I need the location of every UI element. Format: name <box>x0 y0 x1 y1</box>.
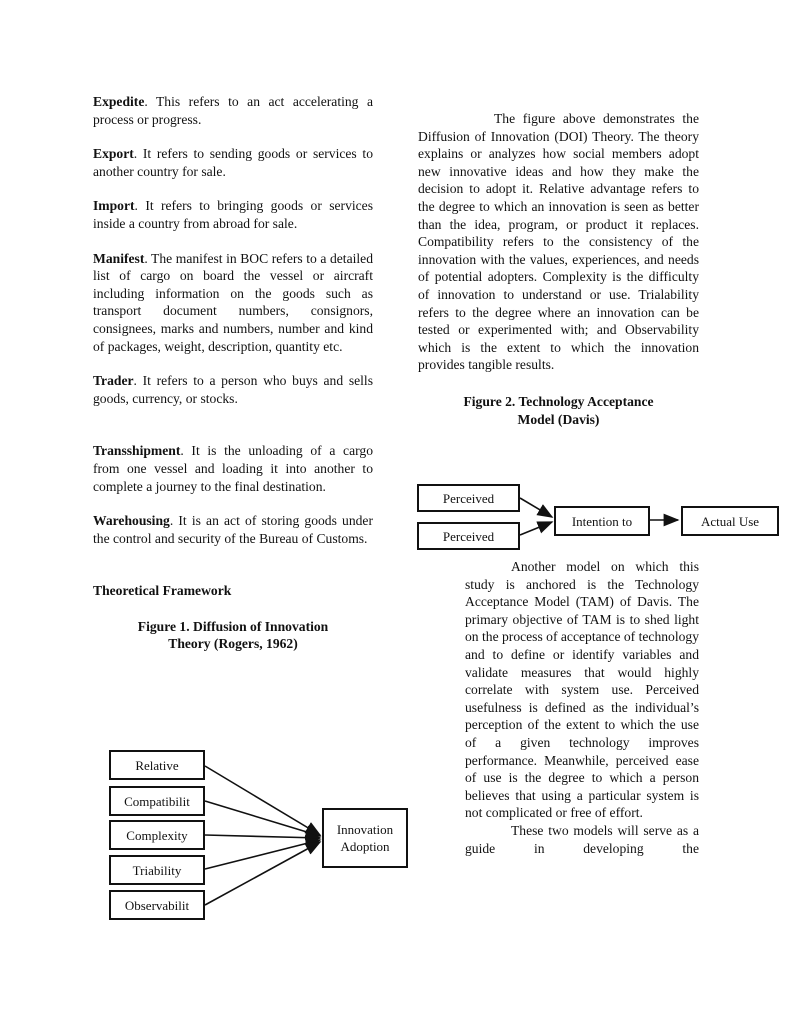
box-label: Observabilit <box>124 897 190 913</box>
box-label: Innovation Adoption <box>336 822 394 854</box>
term-definition: . It is the unloading of a cargo from one vessel and loading it into another to complete a journey to the final destination. <box>93 443 373 494</box>
fig2-box-intention <box>554 506 650 536</box>
fig1-box-complexity <box>109 820 205 850</box>
arrow-complexity <box>205 835 320 838</box>
fig1-box-compatibility <box>109 786 205 816</box>
fig1-box-relative <box>109 750 205 780</box>
box-label: Relative <box>135 757 179 773</box>
fig1-box-observability <box>109 890 205 920</box>
fig2-box-perceived-1 <box>417 484 520 512</box>
term-definition: . It refers to sending goods or services to another country for sale. <box>93 146 373 179</box>
arrow-triability <box>205 840 320 869</box>
figure2-caption-line2: Model (Davis) <box>517 411 600 427</box>
term-label: Export <box>93 146 134 162</box>
box-label: Triability <box>132 862 182 878</box>
box-label: Perceived <box>442 490 495 506</box>
term-label: Trader <box>93 373 134 389</box>
term-definition: . The manifest in BOC refers to a detailed list of cargo on board the vessel or aircraft including information on the goods such as transport document numbers, consignors, consignees, marks and numbers, number and kind of packages, weight, description, quantity etc. <box>93 250 373 354</box>
section-heading: Theoretical Framework <box>93 583 232 599</box>
fig2-box-actual-use <box>681 506 779 536</box>
figure1-caption-line1: Figure 1. Diffusion of Innovation <box>137 618 329 634</box>
fig1-box-triability <box>109 855 205 885</box>
term-label: Expedite <box>93 94 145 109</box>
tam-column <box>465 558 699 874</box>
closing-paragraph: These two models will serve as a guide in developing the <box>465 822 699 856</box>
tam-paragraph: Another model on which this study is anchored is the Technology Acceptance Model (TAM) of Davis. The primary objective of TAM is to shed light on the process of acceptance of technology and to define or identify variables and validate measures that would highly correlate with system use. Perceived usefulness is defined as the individual’s perception of the extent to which the use of a given technology improves performance. Meanwhile, perceived ease of use is the degree to which a person believes that using a particular system is not complicated or free of effort. <box>465 559 700 821</box>
figure1-caption-line2: Theory (Rogers, 1962) <box>168 636 298 652</box>
arrow-perceived-2 <box>520 522 552 535</box>
term-definition: . It refers to a person who buys and sells goods, currency, or stocks. <box>93 373 373 406</box>
term-label: Warehousing <box>93 513 170 529</box>
box-label: Complexity <box>126 827 188 843</box>
term-definition: . It refers to bringing goods or services inside a country from abroad for sale. <box>93 198 373 231</box>
figure2-caption-line1: Figure 2. Technology Acceptance <box>463 393 654 409</box>
term-definition: . This refers to an act accelerating a process or progress. <box>93 94 373 127</box>
arrow-perceived-1 <box>520 498 552 517</box>
arrow-relative <box>205 766 320 835</box>
box-label: Intention to <box>571 513 633 529</box>
term-definition: . It is an act of storing goods under the control and security of the Bureau of Customs. <box>93 513 373 546</box>
term-label: Import <box>93 198 135 214</box>
box-label: Actual Use <box>700 513 760 529</box>
term-label: Transshipment <box>93 443 181 459</box>
right-column <box>418 110 699 428</box>
arrow-compatibility <box>205 801 320 836</box>
arrow-observability <box>205 842 320 905</box>
fig1-box-innovation-adoption <box>322 808 408 868</box>
box-label: Compatibilit <box>124 793 190 809</box>
doi-paragraph: The figure above demonstrates the Diffusion of Innovation (DOI) Theory. The theory explains or analyzes how social members adopt new innovative ideas and how they make the decision to adopt it. Relative advantage refers to the degree to which an innovation is seen as better than the idea, program, or product it replaces. Compatibility refers to the consistency of the innovation with the values, experiences, and needs of potential adopters. Complexity is the difficulty of innovation to understand or use. Trialability refers to the degree where an innovation can be tested or experimented with; and Observability which is the extent to which the innovation provides tangible results. <box>418 111 699 373</box>
box-label: Perceived <box>442 528 495 544</box>
term-label: Manifest <box>93 250 145 266</box>
fig2-box-perceived-2 <box>417 522 520 550</box>
